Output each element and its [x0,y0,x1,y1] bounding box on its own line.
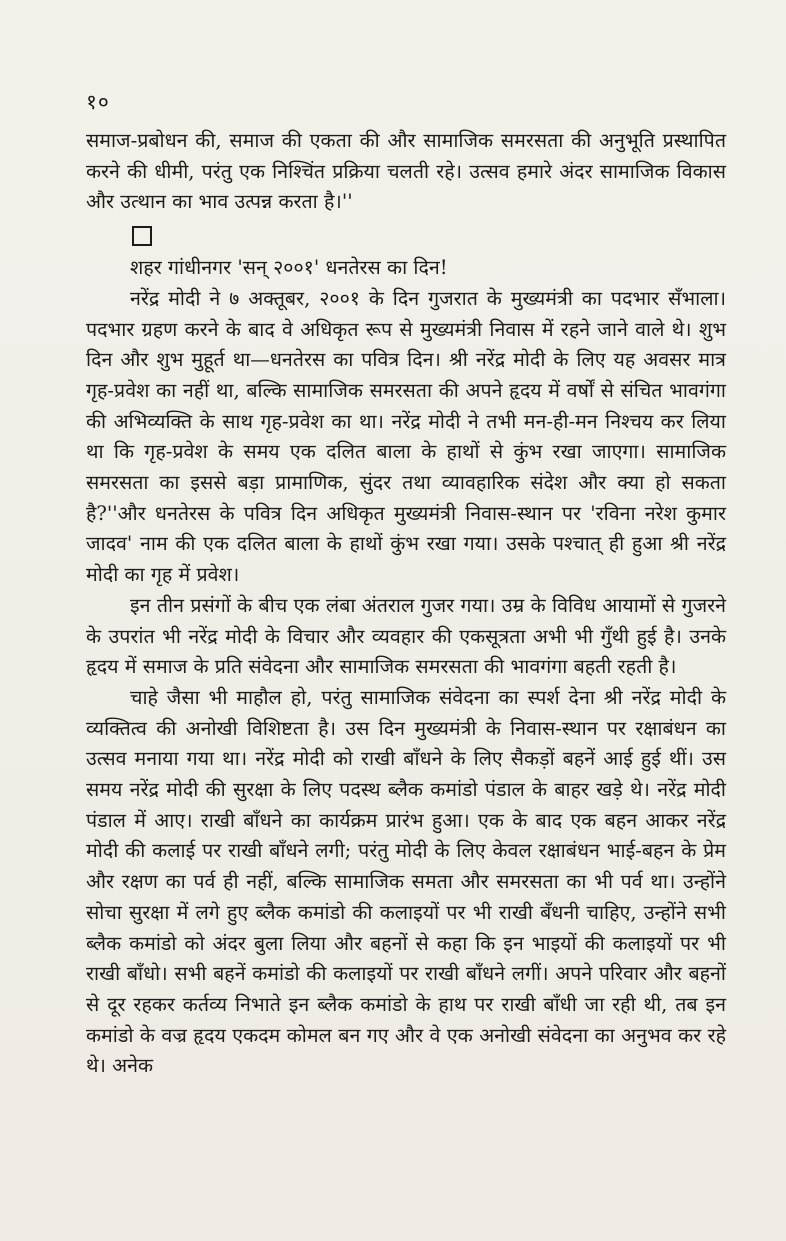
paragraph: चाहे जैसा भी माहौल हो, परंतु सामाजिक संवेदना का स्पर्श देना श्री नरेंद्र मोदी के व्यक्तित्व की अनोखी विशिष्टता है। उस दिन मुख्यमंत्री के निवास-स्थान पर रक्षाबंधन का उत्सव मनाया गया था। नरेंद्र मोदी को राखी बाँधने के लिए सैकड़ों बहनें आई हुई थीं। उस समय नरेंद्र मोदी की सुरक्षा के लिए पदस्थ ब्लैक कमांडो पंडाल के बाहर खड़े थे। नरेंद्र मोदी पंडाल में आए। राखी बाँधने का कार्यक्रम प्रारंभ हुआ। एक के बाद एक बहन आकर नरेंद्र मोदी की कलाई पर राखी बाँधने लगी; परंतु मोदी के लिए केवल रक्षाबंधन भाई-बहन के प्रेम और रक्षण का पर्व ही नहीं, बल्कि सामाजिक समता और समरसता का भी पर्व था। उन्होंने सोचा सुरक्षा में लगे हुए ब्लैक कमांडो की कलाइयों पर भी राखी बँधनी चाहिए, उन्होंने सभी ब्लैक कमांडो को अंदर बुला लिया और बहनों से कहा कि इन भाइयों की कलाइयों पर भी राखी बाँधो। सभी बहनें कमांडो की कलाइयों पर राखी बाँधने लगीं। अपने परिवार और बहनों से दूर रहकर कर्तव्य निभाते इन ब्लैक कमांडो के हाथ पर राखी बाँधी जा रही थी, तब इन कमांडो के वज्र हृदय एकदम कोमल बन गए और वे एक अनोखी संवेदना का अनुभव कर रहे थे। अनेक [86,685,726,1078]
page-number: १० [86,90,110,114]
page-body [86,126,726,1082]
paragraph-continuation: समाज-प्रबोधन की, समाज की एकता की और सामाजिक समरसता की अनुभूति प्रस्थापित करने की धीमी, परंतु एक निश्चिंत प्रक्रिया चलती रहे। उत्सव हमारे अंदर सामाजिक विकास और उत्थान का भाव उत्पन्न करता है।'' [86,129,726,214]
section-heading: शहर गांधीनगर 'सन् २००१' धनतेरस का दिन! [130,256,448,280]
paragraph: नरेंद्र मोदी ने ७ अक्तूबर, २००१ के दिन गुजरात के मुख्यमंत्री का पदभार सँभाला। पदभार ग्रहण करने के बाद वे अधिकृत रूप से मुख्यमंत्री निवास में रहने जाने वाले थे। शुभ दिन और शुभ मुहूर्त था—धनतेरस का पवित्र दिन। श्री नरेंद्र मोदी के लिए यह अवसर मात्र गृह-प्रवेश का नहीं था, बल्कि सामाजिक समरसता की अपने हृदय में वर्षों से संचित भावगंगा की अभिव्यक्ति के साथ गृह-प्रवेश का था। नरेंद्र मोदी ने तभी मन-ही-मन निश्चय कर लिया था कि गृह-प्रवेश के समय एक दलित बाला के हाथों से कुंभ रखा जाएगा। सामाजिक समरसता का इससे बड़ा प्रामाणिक, सुंदर तथा व्यावहारिक संदेश और क्या हो सकता है?''और धनतेरस के पवित्र दिन अधिकृत मुख्यमंत्री निवास-स्थान पर 'रविना नरेश कुमार जादव' नाम की एक दलित बाला के हाथों कुंभ रखा गया। उसके पश्चात् ही हुआ श्री नरेंद्र मोदी का गृह में प्रवेश। [86,286,726,587]
paragraph: इन तीन प्रसंगों के बीच एक लंबा अंतराल गुजर गया। उम्र के विविध आयामों से गुजरने के उपरांत भी नरेंद्र मोदी के विचार और व्यवहार की एकसूत्रता अभी भी गुँथी हुई है। उनके हृदय में समाज के प्रति संवेदना और सामाजिक समरसता की भावगंगा बहती रहती है। [86,593,726,679]
section-break-square-icon [132,226,152,246]
